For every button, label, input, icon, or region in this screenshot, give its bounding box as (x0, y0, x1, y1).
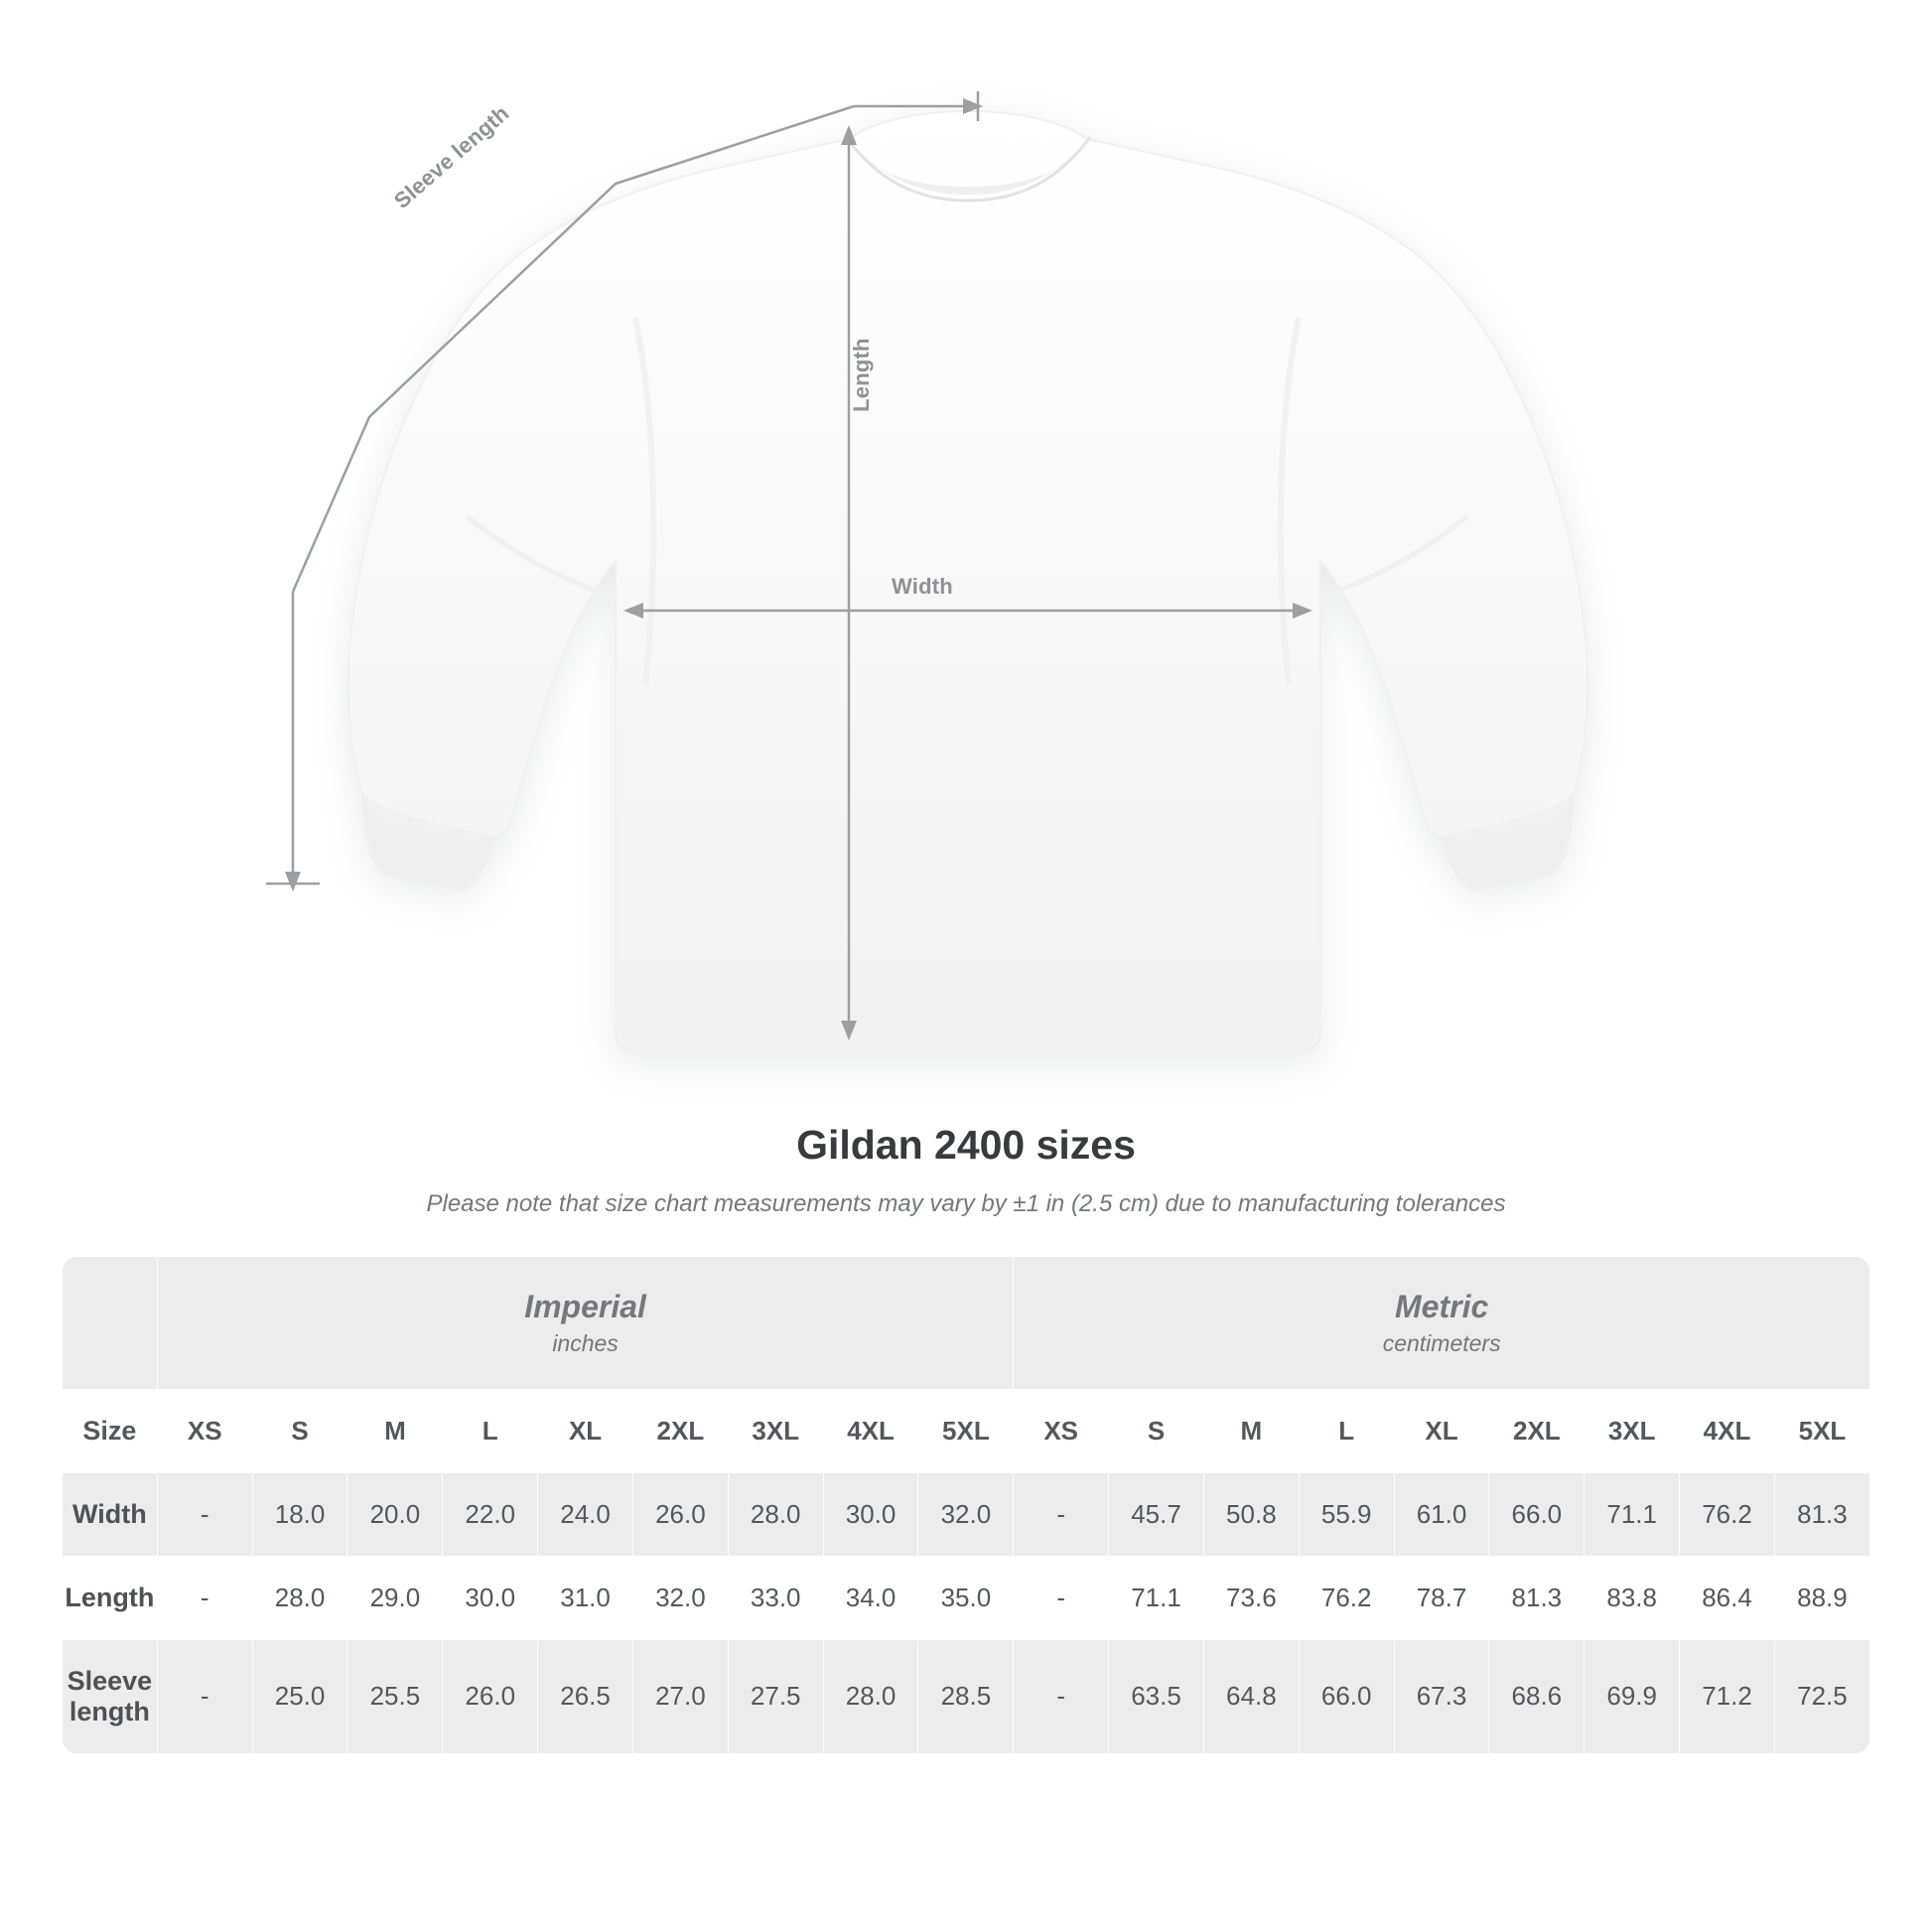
length-imperial-3xl: 33.0 (728, 1556, 823, 1639)
size-header-label: Size (63, 1389, 158, 1472)
size-col-metric-5xl: 5XL (1774, 1389, 1869, 1472)
unit-group-metric-name: Metric (1395, 1289, 1489, 1324)
unit-group-imperial (157, 1257, 1013, 1390)
size-col-metric-xs: XS (1014, 1389, 1109, 1472)
sleeve-imperial-5xl: 28.5 (918, 1639, 1014, 1753)
width-imperial-3xl: 28.0 (728, 1472, 823, 1556)
width-imperial-5xl: 32.0 (918, 1472, 1014, 1556)
length-metric-4xl: 86.4 (1680, 1556, 1775, 1639)
length-metric-3xl: 83.8 (1585, 1556, 1680, 1639)
width-imperial-m: 20.0 (347, 1472, 443, 1556)
width-metric-2xl: 66.0 (1489, 1472, 1585, 1556)
width-imperial-2xl: 26.0 (632, 1472, 728, 1556)
row-label-width: Width (63, 1472, 158, 1556)
table-row (63, 1472, 1870, 1556)
size-col-imperial-4xl: 4XL (823, 1389, 918, 1472)
size-col-imperial-l: L (443, 1389, 538, 1472)
sleeve-imperial-2xl: 27.0 (632, 1639, 728, 1753)
sleeve-metric-3xl: 69.9 (1585, 1639, 1680, 1753)
width-imperial-4xl: 30.0 (823, 1472, 918, 1556)
unit-group-imperial-name: Imperial (524, 1289, 646, 1324)
unit-group-metric (1014, 1257, 1870, 1390)
table-row (63, 1639, 1870, 1753)
length-imperial-l: 30.0 (443, 1556, 538, 1639)
size-col-metric-2xl: 2XL (1489, 1389, 1585, 1472)
table-corner-cell (63, 1257, 158, 1390)
length-metric-xs: - (1014, 1556, 1109, 1639)
title-block (0, 1122, 1932, 1218)
sleeve-metric-s: 63.5 (1109, 1639, 1204, 1753)
size-col-imperial-m: M (347, 1389, 443, 1472)
size-table (62, 1256, 1870, 1754)
length-metric-xl: 78.7 (1394, 1556, 1489, 1639)
length-imperial-4xl: 34.0 (823, 1556, 918, 1639)
length-imperial-xl: 31.0 (538, 1556, 633, 1639)
sleeve-length-dimension-label: Sleeve length (389, 100, 514, 213)
length-metric-2xl: 81.3 (1489, 1556, 1585, 1639)
length-imperial-xs: - (157, 1556, 252, 1639)
sleeve-metric-l: 66.0 (1299, 1639, 1394, 1753)
sleeve-metric-4xl: 71.2 (1680, 1639, 1775, 1753)
sleeve-imperial-l: 26.0 (443, 1639, 538, 1753)
width-metric-5xl: 81.3 (1774, 1472, 1869, 1556)
size-col-imperial-2xl: 2XL (632, 1389, 728, 1472)
sleeve-imperial-3xl: 27.5 (728, 1639, 823, 1753)
length-metric-5xl: 88.9 (1774, 1556, 1869, 1639)
sleeve-imperial-xs: - (157, 1639, 252, 1753)
unit-group-metric-sub: centimeters (1382, 1330, 1501, 1356)
width-imperial-xl: 24.0 (538, 1472, 633, 1556)
sleeve-metric-xs: - (1014, 1639, 1109, 1753)
length-imperial-s: 28.0 (252, 1556, 347, 1639)
size-col-metric-xl: XL (1394, 1389, 1489, 1472)
width-metric-m: 50.8 (1203, 1472, 1299, 1556)
size-header-row (63, 1389, 1870, 1472)
table-row (63, 1556, 1870, 1639)
width-metric-l: 55.9 (1299, 1472, 1394, 1556)
size-col-imperial-3xl: 3XL (728, 1389, 823, 1472)
width-metric-s: 45.7 (1109, 1472, 1204, 1556)
size-col-imperial-s: S (252, 1389, 347, 1472)
width-imperial-l: 22.0 (443, 1472, 538, 1556)
length-metric-m: 73.6 (1203, 1556, 1299, 1639)
length-dimension-label: Length (849, 338, 874, 412)
size-col-metric-4xl: 4XL (1680, 1389, 1775, 1472)
width-imperial-xs: - (157, 1472, 252, 1556)
length-metric-l: 76.2 (1299, 1556, 1394, 1639)
width-imperial-s: 18.0 (252, 1472, 347, 1556)
sleeve-imperial-4xl: 28.0 (823, 1639, 918, 1753)
size-col-imperial-5xl: 5XL (918, 1389, 1014, 1472)
length-imperial-2xl: 32.0 (632, 1556, 728, 1639)
sleeve-imperial-s: 25.0 (252, 1639, 347, 1753)
width-metric-3xl: 71.1 (1585, 1472, 1680, 1556)
shirt-shape (348, 111, 1588, 1052)
width-metric-4xl: 76.2 (1680, 1472, 1775, 1556)
sleeve-imperial-xl: 26.5 (538, 1639, 633, 1753)
tolerance-note: Please note that size chart measurements may vary by ±1 in (2.5 cm) due to manufacturing tolerances (426, 1190, 1506, 1217)
width-dimension-label: Width (892, 574, 953, 599)
size-col-metric-s: S (1109, 1389, 1204, 1472)
sleeve-metric-xl: 67.3 (1394, 1639, 1489, 1753)
size-table-container (62, 1256, 1870, 1754)
row-label-length: Length (63, 1556, 158, 1639)
size-col-imperial-xl: XL (538, 1389, 633, 1472)
size-col-metric-m: M (1203, 1389, 1299, 1472)
size-col-metric-3xl: 3XL (1585, 1389, 1680, 1472)
row-label-sleeve-length: Sleeve length (63, 1639, 158, 1753)
length-imperial-5xl: 35.0 (918, 1556, 1014, 1639)
sleeve-metric-2xl: 68.6 (1489, 1639, 1585, 1753)
sleeve-metric-m: 64.8 (1203, 1639, 1299, 1753)
size-col-imperial-xs: XS (157, 1389, 252, 1472)
unit-group-imperial-sub: inches (552, 1330, 619, 1356)
width-metric-xl: 61.0 (1394, 1472, 1489, 1556)
sleeve-imperial-m: 25.5 (347, 1639, 443, 1753)
length-metric-s: 71.1 (1109, 1556, 1204, 1639)
width-metric-xs: - (1014, 1472, 1109, 1556)
size-col-metric-l: L (1299, 1389, 1394, 1472)
length-imperial-m: 29.0 (347, 1556, 443, 1639)
unit-header-row (63, 1257, 1870, 1390)
page-title: Gildan 2400 sizes (796, 1122, 1136, 1168)
sleeve-metric-5xl: 72.5 (1774, 1639, 1869, 1753)
